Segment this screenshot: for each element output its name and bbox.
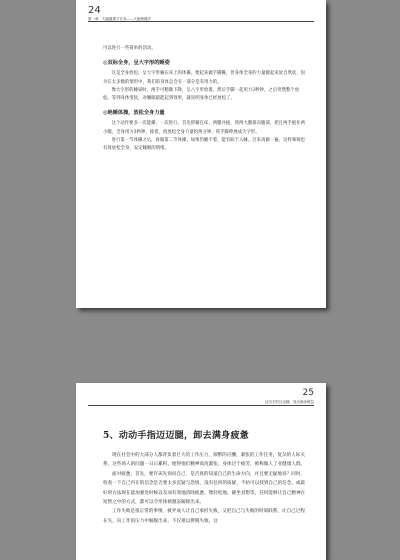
page-number: 24 (88, 5, 101, 16)
body-paragraph: 像大字形的睡姿时，两手可稍微下降，呈八字形放置，然后手脚一起用力3秒钟，之后突然整个放松。等到身体变软，对睡眠最能起到效果，就说明身体已经放松了。 (103, 87, 300, 102)
section-heading: ◎双标全身，呈大字形的睡姿 (103, 60, 170, 67)
body-paragraph: 进行第一节体操之后，再做第二节体操，如果仍睡不着，能有助于入睡。过来再做一遍，这样频频也有效放松全身，安定睡眠的情绪。 (103, 138, 306, 152)
body-paragraph: 现在社会中的大部分人都背负着巨大的工作压力，频繁的应酬，紧张的工作任务，复杂的人际关系，这些场人的问题一日日累积，使得他们精神高度紧张，身体过于疲劳，被称做人了亚健康人群。 (103, 453, 306, 468)
page-body (103, 45, 306, 154)
book-page-right (76, 383, 326, 560)
page-header (88, 6, 314, 22)
page-body (103, 428, 306, 526)
body-paragraph: 面对疲惫，首先，要许该先询问自己，是否真的知道自己的生命方向，并且要无疑地说？同时，检查一下自己内在的信念是否要太多沉疑与恐惧，没有任何的质疑，不妨可以找到自己的信念，或最好时方法现在能加强处时候以及而有效地消除疲惫，像轻松地，静坐冥想等，任何能够让自己精神在短暂之中的方式，都可以令形体被激奋解除出来。 (103, 471, 306, 506)
page-header (88, 389, 314, 405)
section-heading: ◎绝睡体操，放松全身力量 (103, 110, 165, 117)
header-rule (88, 405, 314, 406)
chapter-title: 5、动动手指迈迈腿，卸去满身疲惫 (103, 431, 250, 441)
running-header: 第一章 大脑健康才长寿——大脑保健法 (88, 17, 151, 21)
header-rule (88, 21, 314, 22)
book-page-left (76, 0, 326, 308)
body-paragraph: 这是全身放松，呈大字形躺在床上的体操。要起来做手脚操，但身体全身的力量微起来放自然状，因为在太多数的情形中，我们的身体总会有一部分是有用力的。 (103, 71, 306, 85)
page-number: 25 (302, 388, 314, 398)
intro-paragraph: 可以进行一些简单的活动。 (103, 46, 156, 51)
body-paragraph: 工作失败是很正常的事情，被弄成人让自己承担失败，又把自己与失败的时间联系，让自己过程在失，向工作的压力中解脱出来，不仅难以摆脱失败，这 (103, 509, 305, 524)
running-header: 活出手的还迈腿，放出满身缓急 (265, 400, 314, 404)
body-paragraph: 这个动作要多一次能操，一次进行。首先仰躺在床，两腿并拢，将两大腿靠向腹部，把且两手抱住两小腿，全身用力3秒钟，接着，放放松全身力量约两分钟，将手脚伸展成大字形。 (103, 121, 306, 135)
